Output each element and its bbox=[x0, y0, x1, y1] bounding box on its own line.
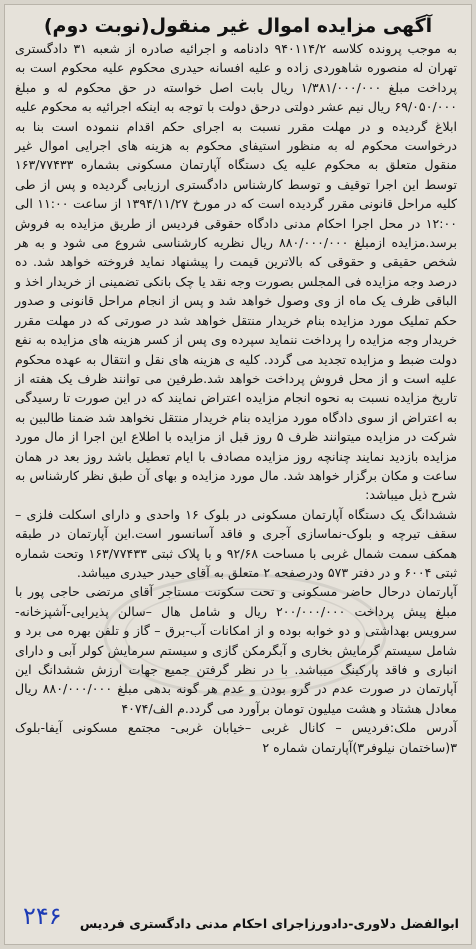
notice-title: آگهی مزایده اموال غیر منقول(نوبت دوم) bbox=[43, 15, 433, 37]
paragraph-property-address: آدرس ملک:فردیس – کانال غربی –خیابان غربی- مجتمع مسکونی آیفا-بلوک ۳(ساختمان نیلوفر۳)آپارتمان شماره ۲ bbox=[15, 720, 457, 755]
paragraph-property-description: ششدانگ یک دستگاه آپارتمان مسکونی در بلوک ۱۶ واحدی و دارای اسکلت فلزی –سقف تیرچه و بلوک-نماسازی آجری و فاقد آسانسور است.این آپارتمان در طبقه همکف سمت شمال غربی با مساحت ۹۲/۶۸ و با پلاک ثبتی ۱۶۳/۷۷۴۳۳ وتحت شماره ثبتی ۶۰۰۴ و در دفتر ۵۷۳ ودرصفحه ۲ متعلق به آقای حیدر حیدری میباشد. bbox=[15, 506, 457, 580]
newspaper-clipping bbox=[4, 4, 472, 945]
signature-line: ابوالفضل دلاوری-دادورزاجرای احکام مدنی دادگستری فردیس bbox=[79, 916, 459, 931]
handwritten-number: ۲۴۶ bbox=[23, 902, 62, 930]
paragraph-property-condition: آپارتمان درحال حاضر مسکونی و تحت سکونت مستاجر آقای مرتضی حاجی پور با مبلغ پیش پرداخت ۲۰۰/۰۰۰/۰۰۰ ریال و شامل هال –سالن پذیرایی-آشپزخانه- سرویس بهداشتی و دو خوابه بوده و از امکانات آب-برق – گاز و تلفن بهره می برد و شامل سیستم گرمایش بخاری و آبگرمکن گازی و سیستم سرمایش کولر آبی و دارای انباری و فاقد پارکینگ میباشد. با در نظر گرفتن جمیع جهات ارزش ششدانگ این آپارتمان در صورت عدم در گرو بودن و عدم هر گونه بدهی مبلغ ۸۸۰/۰۰۰/۰۰۰ ریال معادل هشتاد و هشت میلیون تومان برآورد می گردد.م الف/۴۰۷۴ bbox=[15, 584, 457, 716]
paragraph-auction-terms: به موجب پرونده کلاسه ۹۴۰۱۱۴/۲ دادنامه و اجرائیه صادره از شعبه ۳۱ دادگستری تهران له منصوره شاهوردی زاده و علیه افسانه حیدری محکوم علیه محکوم است به پرداخت مبلغ ۱/۳۸۱/۰۰۰/۰۰۰ ریال بابت اصل خواسته در حق محکوم له و مبلغ ۶۹/۰۵۰/۰۰۰ ریال نیم عشر دولتی درحق دولت با توجه به اینکه اجرائیه به محکوم علیه ابلاغ گردیده و در مهلت مقرر نسبت به اجرای حکم اقدام ننموده است بنا به درخواست محکوم له به منظور استیفای محکوم به هزینه های اجرایی اموال غیر منقول متعلق به محکوم علیه یک دستگاه آپارتمان مسکونی بشماره ۱۶۳/۷۷۴۳۳ توسط این اجرا توقیف و توسط کارشناس دادگستری ارزیابی گردیده و پس از طی کلیه مراحل قانونی مقرر گردیده است که در مورخ ۱۳۹۴/۱۱/۲۷ از ساعت ۱۱:۰۰ الی ۱۲:۰۰ در محل اجرا احکام مدنی دادگاه حقوقی فردیس از طریق مزایده به فروش برسد.مزایده ازمبلغ ۸۸۰/۰۰۰/۰۰۰ ریال نظریه کارشناسی شروع می شود و به هر شخص حقیقی و حقوقی که بالاترین قیمت را پیشنهاد نماید فروخته خواهد شد. ده درصد وجه مزایده فی المجلس بصورت وجه نقد یا چک بانکی تضمینی از خریدار اخذ و الباقی ظرف یک ماه از وی وصول خواهد شد و پس از انجام مراحل قانونی و صدور حکم تملیک مورد مزایده بنام خریدار منتقل خواهد شد در صورتی که در مهلت مقرر خریدار وجه مزایده را پرداخت ننماید سپرده وی پس از کسر هزینه های مزایده به نفع دولت ضبط و مزایده تجدید می گردد. کلیه ی هزینه های نقل و انتقال به عهده محکوم علیه است و از محل فروش پرداخت خواهد شد.طرفین می توانند ظرف یک هفته از تاریخ مزایده نسبت به نحوه انجام مزایده اعتراض نمایند که در این صورت تا رسیدگی به اعتراض از سوی دادگاه مورد مزایده بنام خریدار منتقل نخواهد شد ضمنا طالبین به شرکت در مزایده میتوانند ظرف ۵ روز قبل از مزایده با اطلاع این اجرا از مال مورد مزایده بازدید نمایند چنانچه روز مزایده مصادف با ایام تعطیل باشد روز بعد در همان ساعت و مکان برگزار خواهد شد. مال مورد مزایده و بهای آن طبق نظر کارشناس به شرح ذیل میباشد: bbox=[15, 41, 457, 503]
notice-body bbox=[5, 39, 471, 757]
